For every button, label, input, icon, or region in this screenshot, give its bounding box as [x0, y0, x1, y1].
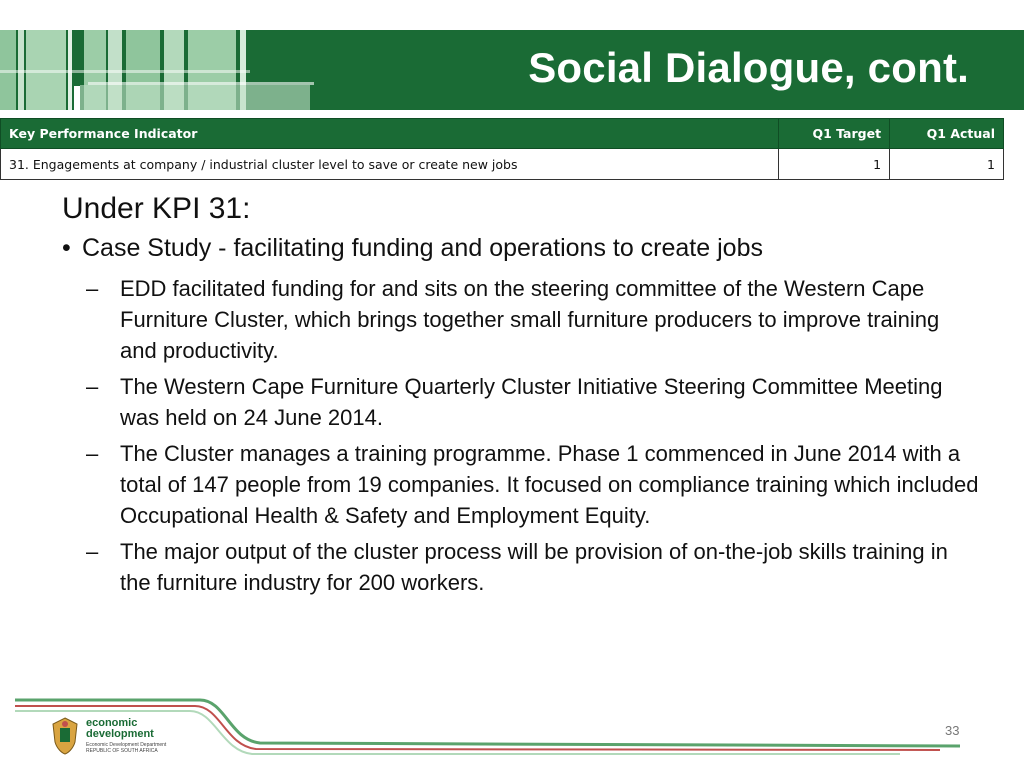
dash-icon: –	[86, 276, 99, 301]
sub-item-text: The Cluster manages a training programme. Phase 1 commenced in June 2014 with a total of 147 people from 19 companies. It focused on compliance training which included Occupational Health & Safety and Employment Equity.	[120, 441, 979, 528]
logo-wordmark	[86, 718, 154, 740]
header-q1-target: Q1 Target	[779, 119, 890, 149]
table-row	[1, 149, 1004, 180]
list-item	[62, 371, 982, 433]
dash-icon: –	[86, 441, 99, 466]
logo-subtitle	[86, 742, 174, 754]
slide-content	[62, 192, 982, 603]
logo-sub-2: REPUBLIC OF SOUTH AFRICA	[86, 748, 158, 754]
content-heading: Under KPI 31:	[62, 192, 251, 225]
list-item	[62, 536, 982, 598]
header-kpi: Key Performance Indicator	[1, 119, 779, 149]
coat-of-arms-icon	[50, 716, 80, 756]
list-item	[62, 438, 982, 531]
kpi-table	[0, 118, 1004, 180]
page-number: 33	[945, 723, 960, 738]
sub-item-text: The Western Cape Furniture Quarterly Cluster Initiative Steering Committee Meeting was held on 24 June 2014.	[120, 374, 943, 430]
sub-item-text: EDD facilitated funding for and sits on the steering committee of the Western Cape Furniture Cluster, which brings together small furniture producers to improve training and productivity.	[120, 276, 940, 363]
dash-icon: –	[86, 539, 99, 564]
header-pattern	[0, 30, 330, 110]
header-q1-actual: Q1 Actual	[890, 119, 1004, 149]
kpi-description: 31. Engagements at company / industrial cluster level to save or create new jobs	[1, 149, 779, 180]
logo-line-2: development	[86, 728, 154, 740]
table-header-row	[1, 119, 1004, 149]
logo-line-1: economic	[86, 717, 138, 729]
slide-title: Social Dialogue, cont.	[528, 44, 969, 91]
list-item	[62, 273, 982, 366]
dash-icon: –	[86, 374, 99, 399]
q1-actual-value: 1	[890, 149, 1004, 180]
bullet-icon: •	[62, 234, 71, 262]
q1-target-value: 1	[779, 149, 890, 180]
logo-sub-1: Economic Development Department	[86, 742, 167, 748]
sub-bullet-list	[62, 273, 982, 598]
main-bullet	[62, 234, 982, 263]
sub-item-text: The major output of the cluster process will be provision of on-the-job skills training in the furniture industry for 200 workers.	[120, 539, 948, 595]
main-bullet-text: Case Study - facilitating funding and operations to create jobs	[82, 234, 763, 262]
